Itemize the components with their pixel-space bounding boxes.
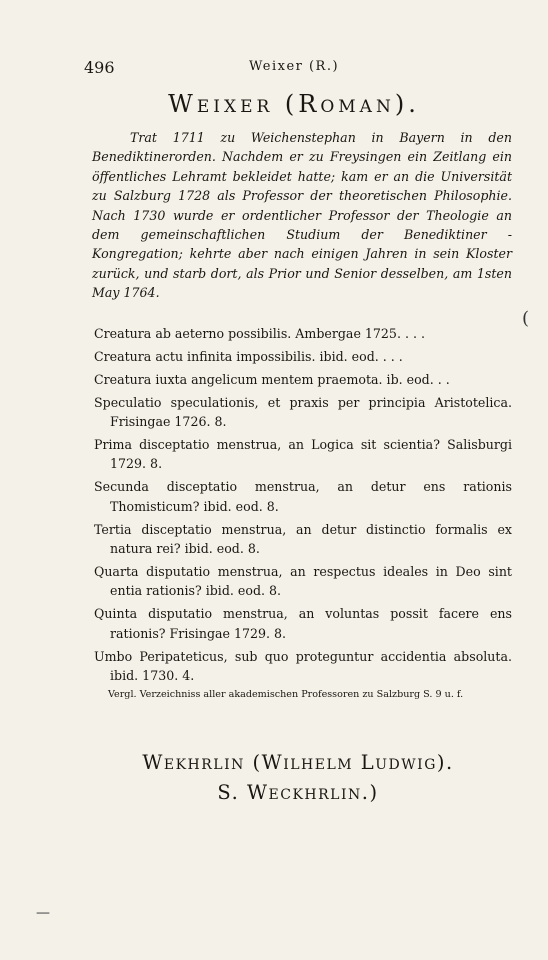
margin-dash-icon: —: [36, 905, 50, 921]
work-entry: Creatura actu infinita impossibilis. ibid. eod. . . .: [94, 348, 403, 364]
cross-reference-see: S. Weckhrlin.): [217, 781, 379, 804]
work-entry: Tertia disceptatio menstrua, an detur distinctio formalis ex natura rei? ibid. eod. 8.: [94, 521, 512, 557]
work-entry: Speculatio speculationis, et praxis per principia Aristotelica. Frisingae 1726. 8.: [94, 394, 512, 430]
works-list: [94, 324, 512, 689]
biography-paragraph: Trat 1711 zu Weichenstephan in Bayern in den Benediktinerorden. Nachdem er zu Freysingen ein Zeitlang ein öffentliches Lehramt bekleidet hatte; kam er an die Universität zu Salzburg 1728 als Professor der theoretischen Philosophie. Nach 1730 wurde er ordentlicher Professor der Theologie an dem gemeinschaftlichen Studium der Benediktiner - Kongregation; kehrte aber nach einigen Jahren in sein Kloster zurück, und starb dort, als Prior und Senior desselben, am 1sten May 1764.: [92, 130, 512, 301]
work-entry: Quarta disputatio menstrua, an respectus ideales in Deo sint entia rationis? ibid. eod. 8.: [94, 563, 512, 599]
work-entry: Prima disceptatio menstrua, an Logica sit scientia? Salisburgi 1729. 8.: [94, 437, 512, 472]
work-entry: Umbo Peripateticus, sub quo proteguntur accidentia absoluta. ibid. 1730. 4.: [94, 648, 512, 683]
running-head: [84, 58, 504, 80]
entry-heading: Weixer (Roman).: [168, 90, 420, 118]
work-entry: Creatura iuxta angelicum mentem praemota. ib. eod. . .: [94, 371, 450, 387]
running-title: Weixer (R.): [248, 59, 340, 74]
work-entry: Creatura ab aeterno possibilis. Ambergae 1725. . . .: [94, 326, 425, 341]
work-entry: Secunda disceptatio menstrua, an detur ens rationis Thomisticum? ibid. eod. 8.: [94, 479, 512, 514]
margin-mark-icon: (: [522, 308, 530, 329]
cross-reference-name: Wekhrlin (Wilhelm Ludwig).: [142, 751, 454, 774]
page-number: 496: [84, 58, 115, 77]
reference-note: Vergl. Verzeichniss aller akademischen Professoren zu Salzburg S. 9 u. f.: [108, 689, 464, 700]
cross-reference-heading: [84, 748, 512, 808]
work-entry: Quinta disputatio menstrua, an voluntas possit facere ens rationis? Frisingae 1729. 8.: [94, 606, 512, 641]
